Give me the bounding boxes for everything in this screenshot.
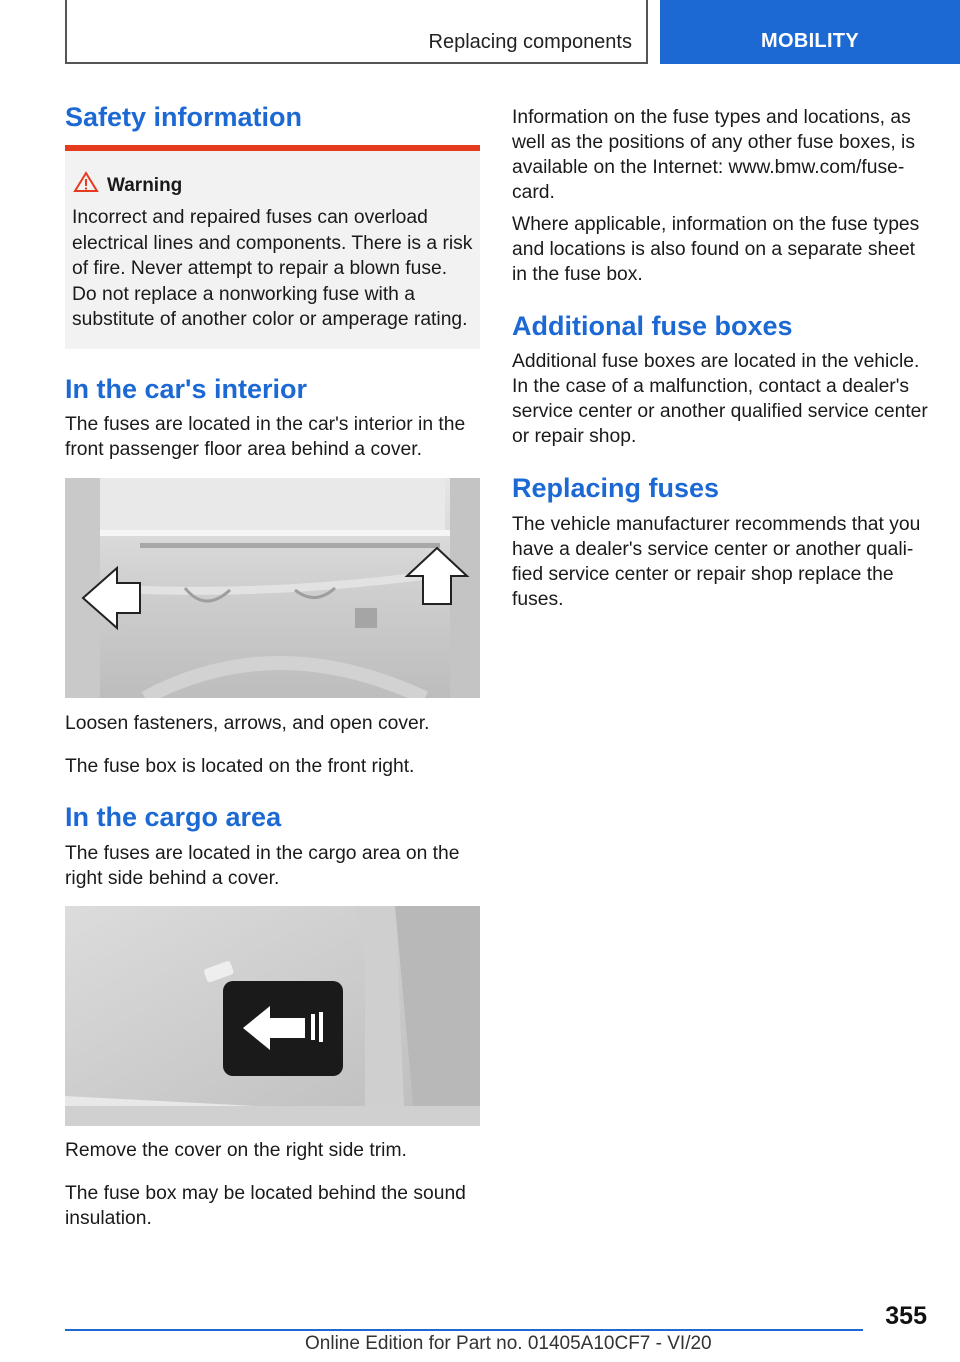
replacing-fuses-text: The vehicle manufacturer recommends that you have a dealer's service center or another qualified service center or repair shop replace the fuses. [512, 514, 921, 610]
fuse-sheet-text: Where applicable, information on the fuse types and locations is also found on a separate sheet in the fuse box. [512, 214, 920, 285]
interior-heading: In the car's interior [65, 374, 307, 404]
cargo-caption-2: The fuse box may be located behind the sound insulation. [65, 1183, 466, 1229]
chapter-tab [660, 0, 960, 64]
fuse-cover-panel [223, 981, 343, 1076]
replacing-fuses-heading: Replacing fuses [512, 473, 720, 503]
warning-label: Warning [107, 175, 183, 196]
cargo-heading: In the cargo area [65, 802, 282, 832]
cargo-fuse-cover-photo [65, 906, 480, 1126]
section-title: Replacing components [428, 31, 632, 53]
additional-fuse-boxes-heading: Additional fuse boxes [512, 311, 793, 341]
footer-rule [65, 1329, 863, 1331]
cargo-caption-1: Remove the cover on the right side trim. [65, 1140, 407, 1161]
interior-caption-2: The fuse box is located on the front right. [65, 756, 415, 777]
chapter-tab-label: MOBILITY [761, 30, 859, 52]
interior-caption-1: Loosen fasteners, arrows, and open cover. [65, 713, 430, 734]
safety-heading: Safety information [65, 102, 303, 132]
fuse-info-text: Information on the fuse types and locations, as well as the positions of any other fuse boxes, is available on the Internet: www.bmw.com/fusecard. [512, 107, 915, 203]
cargo-text: The fuses are located in the cargo area on the right side behind a cover. [65, 843, 460, 889]
footer-edition: Online Edition for Part no. 01405A10CF7 - VI/20 [305, 1333, 712, 1354]
warning-triangle-icon [73, 171, 99, 193]
page-number: 355 [885, 1302, 927, 1330]
warning-text: Incorrect and repaired fuses can overload electrical lines and components. There is a risk of fire. Never attempt to repair a blown fuse. Do not replace a nonworking fuse with a substitute of another color or amperage rating. [72, 207, 473, 330]
warning-box [65, 151, 480, 349]
header-frame [65, 0, 648, 64]
interior-text: The fuses are located in the car's interior in the front passenger floor area behind a cover. [65, 414, 466, 460]
interior-fuse-cover-photo [65, 478, 480, 698]
additional-fuse-boxes-text: Additional fuse boxes are located in the vehicle. In the case of a malfunction, contact a dealer's service center or another qualified service center or repair shop. [512, 351, 928, 447]
